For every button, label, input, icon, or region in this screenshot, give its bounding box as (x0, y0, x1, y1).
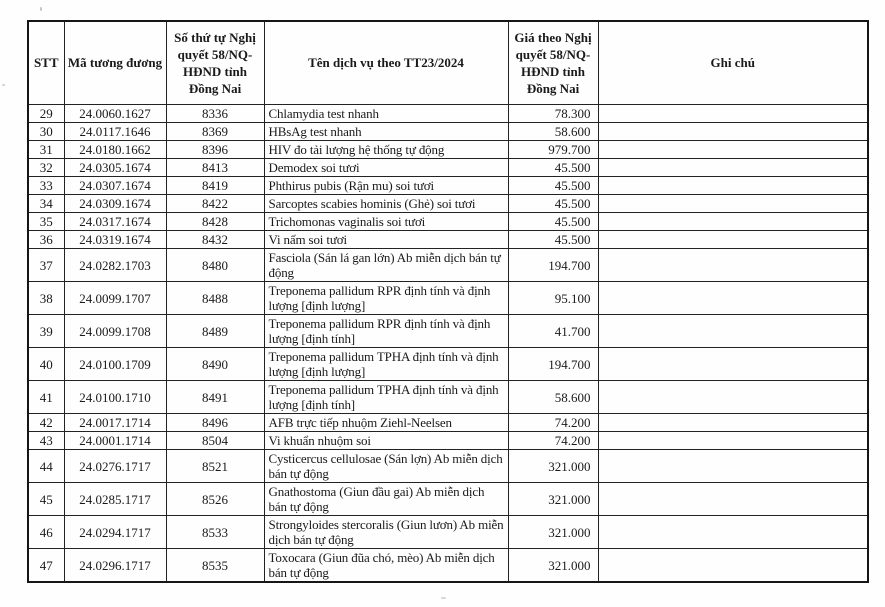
cell-ma-tuong-duong: 24.0307.1674 (64, 177, 166, 195)
document-page (27, 20, 869, 583)
cell-gia: 45.500 (508, 231, 598, 249)
cell-gia: 78.300 (508, 105, 598, 123)
cell-ghi-chu (598, 348, 868, 381)
cell-gia: 41.700 (508, 315, 598, 348)
cell-stt: 30 (28, 123, 64, 141)
table-row (28, 159, 868, 177)
column-header-so-thu-tu: Số thứ tự Nghị quyết 58/NQ-HĐND tỉnh Đồng Nai (166, 21, 264, 105)
table-row (28, 282, 868, 315)
cell-so-thu-tu: 8413 (166, 159, 264, 177)
cell-ten-dich-vu: Treponema pallidum RPR định tính và định lượng [định tính] (264, 315, 508, 348)
cell-ten-dich-vu: Toxocara (Giun đũa chó, mèo) Ab miễn dịch bán tự động (264, 549, 508, 583)
cell-ma-tuong-duong: 24.0319.1674 (64, 231, 166, 249)
cell-so-thu-tu: 8488 (166, 282, 264, 315)
cell-ghi-chu (598, 432, 868, 450)
cell-ten-dich-vu: Gnathostoma (Giun đầu gai) Ab miễn dịch bán tự động (264, 483, 508, 516)
cell-ten-dich-vu: AFB trực tiếp nhuộm Ziehl-Neelsen (264, 414, 508, 432)
cell-ma-tuong-duong: 24.0282.1703 (64, 249, 166, 282)
cell-ten-dich-vu: Phthirus pubis (Rận mu) soi tươi (264, 177, 508, 195)
cell-so-thu-tu: 8504 (166, 432, 264, 450)
cell-ma-tuong-duong: 24.0309.1674 (64, 195, 166, 213)
table-row (28, 450, 868, 483)
table-row (28, 348, 868, 381)
cell-so-thu-tu: 8419 (166, 177, 264, 195)
cell-ten-dich-vu: Treponema pallidum RPR định tính và định lượng [định lượng] (264, 282, 508, 315)
cell-ghi-chu (598, 177, 868, 195)
cell-stt: 43 (28, 432, 64, 450)
cell-so-thu-tu: 8396 (166, 141, 264, 159)
cell-ma-tuong-duong: 24.0099.1708 (64, 315, 166, 348)
cell-ten-dich-vu: Vi nấm soi tươi (264, 231, 508, 249)
cell-gia: 321.000 (508, 450, 598, 483)
cell-so-thu-tu: 8489 (166, 315, 264, 348)
table-row (28, 549, 868, 583)
cell-stt: 31 (28, 141, 64, 159)
cell-so-thu-tu: 8535 (166, 549, 264, 583)
cell-ghi-chu (598, 249, 868, 282)
cell-ma-tuong-duong: 24.0296.1717 (64, 549, 166, 583)
cell-ma-tuong-duong: 24.0017.1714 (64, 414, 166, 432)
cell-so-thu-tu: 8521 (166, 450, 264, 483)
cell-ten-dich-vu: Fasciola (Sán lá gan lớn) Ab miễn dịch bán tự động (264, 249, 508, 282)
cell-ma-tuong-duong: 24.0117.1646 (64, 123, 166, 141)
cell-ma-tuong-duong: 24.0100.1709 (64, 348, 166, 381)
table-row (28, 381, 868, 414)
cell-gia: 95.100 (508, 282, 598, 315)
cell-gia: 321.000 (508, 483, 598, 516)
cell-ten-dich-vu: Sarcoptes scabies hominis (Ghẻ) soi tươi (264, 195, 508, 213)
cell-ma-tuong-duong: 24.0294.1717 (64, 516, 166, 549)
cell-stt: 42 (28, 414, 64, 432)
cell-stt: 34 (28, 195, 64, 213)
cell-ghi-chu (598, 195, 868, 213)
cell-ghi-chu (598, 141, 868, 159)
cell-stt: 36 (28, 231, 64, 249)
table-body (28, 105, 868, 583)
cell-ghi-chu (598, 450, 868, 483)
cell-gia: 45.500 (508, 159, 598, 177)
cell-gia: 45.500 (508, 195, 598, 213)
cell-stt: 32 (28, 159, 64, 177)
cell-gia: 58.600 (508, 381, 598, 414)
cell-gia: 979.700 (508, 141, 598, 159)
cell-gia: 194.700 (508, 249, 598, 282)
column-header-gia: Giá theo Nghị quyết 58/NQ-HĐND tỉnh Đồng Nai (508, 21, 598, 105)
cell-ghi-chu (598, 483, 868, 516)
cell-ma-tuong-duong: 24.0180.1662 (64, 141, 166, 159)
cell-so-thu-tu: 8526 (166, 483, 264, 516)
cell-gia: 45.500 (508, 213, 598, 231)
table-row (28, 105, 868, 123)
cell-ten-dich-vu: Cysticercus cellulosae (Sán lợn) Ab miễn dịch bán tự động (264, 450, 508, 483)
cell-ten-dich-vu: Trichomonas vaginalis soi tươi (264, 213, 508, 231)
cell-ten-dich-vu: Chlamydia test nhanh (264, 105, 508, 123)
cell-ghi-chu (598, 213, 868, 231)
cell-so-thu-tu: 8480 (166, 249, 264, 282)
header-row (28, 21, 868, 105)
cell-so-thu-tu: 8422 (166, 195, 264, 213)
table-row (28, 483, 868, 516)
cell-gia: 58.600 (508, 123, 598, 141)
cell-gia: 321.000 (508, 549, 598, 583)
cell-gia: 74.200 (508, 432, 598, 450)
cell-ten-dich-vu: HIV đo tải lượng hệ thống tự động (264, 141, 508, 159)
cell-ten-dich-vu: Demodex soi tươi (264, 159, 508, 177)
cell-ma-tuong-duong: 24.0276.1717 (64, 450, 166, 483)
cell-stt: 38 (28, 282, 64, 315)
cell-so-thu-tu: 8491 (166, 381, 264, 414)
cell-ghi-chu (598, 516, 868, 549)
scan-speck (441, 597, 446, 599)
column-header-ghi-chu: Ghi chú (598, 21, 868, 105)
cell-ten-dich-vu: Treponema pallidum TPHA định tính và định lượng [định lượng] (264, 348, 508, 381)
cell-ghi-chu (598, 282, 868, 315)
table-row (28, 231, 868, 249)
cell-ma-tuong-duong: 24.0001.1714 (64, 432, 166, 450)
column-header-stt: STT (28, 21, 64, 105)
cell-ma-tuong-duong: 24.0100.1710 (64, 381, 166, 414)
table-header (28, 21, 868, 105)
cell-so-thu-tu: 8428 (166, 213, 264, 231)
table-row (28, 432, 868, 450)
cell-ghi-chu (598, 414, 868, 432)
table-row (28, 249, 868, 282)
cell-stt: 44 (28, 450, 64, 483)
cell-ma-tuong-duong: 24.0099.1707 (64, 282, 166, 315)
cell-stt: 45 (28, 483, 64, 516)
cell-ghi-chu (598, 231, 868, 249)
cell-stt: 47 (28, 549, 64, 583)
cell-ghi-chu (598, 549, 868, 583)
cell-gia: 194.700 (508, 348, 598, 381)
cell-so-thu-tu: 8336 (166, 105, 264, 123)
cell-ma-tuong-duong: 24.0285.1717 (64, 483, 166, 516)
cell-stt: 29 (28, 105, 64, 123)
cell-so-thu-tu: 8432 (166, 231, 264, 249)
price-table (27, 20, 869, 583)
cell-ten-dich-vu: Treponema pallidum TPHA định tính và định lượng [định tính] (264, 381, 508, 414)
cell-stt: 40 (28, 348, 64, 381)
cell-ghi-chu (598, 123, 868, 141)
cell-ma-tuong-duong: 24.0305.1674 (64, 159, 166, 177)
cell-stt: 41 (28, 381, 64, 414)
cell-stt: 33 (28, 177, 64, 195)
cell-ghi-chu (598, 159, 868, 177)
cell-ten-dich-vu: HBsAg test nhanh (264, 123, 508, 141)
cell-ghi-chu (598, 105, 868, 123)
cell-gia: 321.000 (508, 516, 598, 549)
cell-so-thu-tu: 8369 (166, 123, 264, 141)
cell-ten-dich-vu: Vi khuẩn nhuộm soi (264, 432, 508, 450)
cell-stt: 46 (28, 516, 64, 549)
cell-ma-tuong-duong: 24.0060.1627 (64, 105, 166, 123)
scan-speck (2, 84, 5, 86)
cell-so-thu-tu: 8533 (166, 516, 264, 549)
table-row (28, 195, 868, 213)
scan-speck (40, 7, 42, 11)
cell-stt: 35 (28, 213, 64, 231)
table-row (28, 177, 868, 195)
cell-ma-tuong-duong: 24.0317.1674 (64, 213, 166, 231)
column-header-ten-dich-vu: Tên dịch vụ theo TT23/2024 (264, 21, 508, 105)
cell-gia: 74.200 (508, 414, 598, 432)
column-header-ma-tuong-duong: Mã tương đương (64, 21, 166, 105)
cell-stt: 39 (28, 315, 64, 348)
cell-stt: 37 (28, 249, 64, 282)
table-row (28, 123, 868, 141)
cell-ten-dich-vu: Strongyloides stercoralis (Giun lươn) Ab miễn dịch bán tự động (264, 516, 508, 549)
cell-ghi-chu (598, 315, 868, 348)
cell-ghi-chu (598, 381, 868, 414)
table-row (28, 213, 868, 231)
cell-so-thu-tu: 8490 (166, 348, 264, 381)
table-row (28, 414, 868, 432)
table-row (28, 141, 868, 159)
table-row (28, 516, 868, 549)
cell-so-thu-tu: 8496 (166, 414, 264, 432)
cell-gia: 45.500 (508, 177, 598, 195)
table-row (28, 315, 868, 348)
